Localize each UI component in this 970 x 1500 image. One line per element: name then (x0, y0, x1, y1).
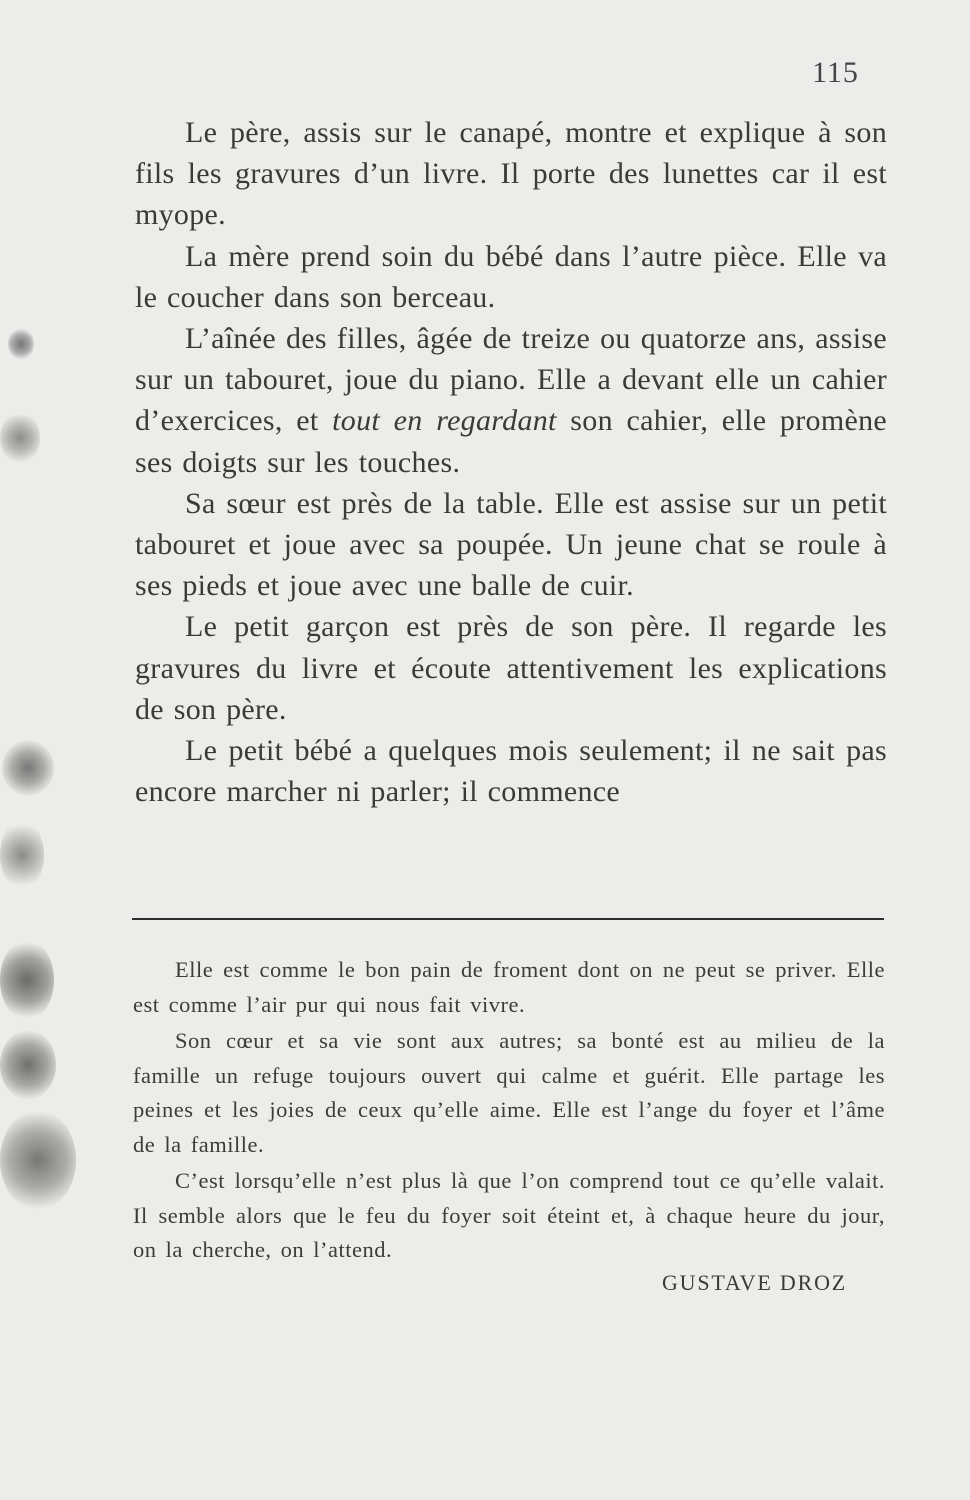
main-text (135, 112, 887, 812)
stain-mark (0, 412, 40, 464)
quote-paragraph: C’est lorsqu’elle n’est plus là que l’on comprend tout ce qu’elle valait. Il semble alors que le feu du foyer soit éteint et, à chaque heure du jour, on la cherche, on l’attend. (133, 1168, 885, 1262)
stain-mark (0, 1030, 56, 1100)
paragraph: Le père, assis sur le canapé, montre et explique à son fils les gravures d’un livre. Il porte des lunettes car il est myope. (135, 116, 887, 232)
stain-mark (0, 820, 44, 890)
stain-mark (8, 328, 34, 360)
quote-block (133, 953, 885, 1296)
paragraph-text: L’aînée des filles, âgée de treize ou quatorze ans, assise sur un tabouret, joue du piano. Elle a devant elle un cahier d’exercices, et (135, 322, 887, 438)
paragraph: Le petit garçon est près de son père. Il regarde les gravures du livre et écoute attentivement les explications de son père. (135, 610, 887, 726)
page-number: 115 (812, 56, 859, 89)
paragraph-with-italic (135, 318, 887, 483)
quote-author: GUSTAVE DROZ (661, 1269, 847, 1295)
italic-phrase: tout en regardant (332, 404, 557, 438)
paragraph-text: son cahier, elle promène ses doigts sur les touches. (135, 404, 887, 479)
margin-stains (0, 300, 80, 1250)
paragraph: Le petit bébé a quelques mois seulement; il ne sait pas encore marcher ni parler; il commence (135, 734, 887, 809)
stain-mark (2, 740, 54, 796)
paragraph: La mère prend soin du bébé dans l’autre pièce. Elle va le coucher dans son berceau. (135, 239, 887, 314)
stain-mark (0, 1110, 76, 1210)
stain-mark (0, 940, 54, 1020)
paragraph: Sa sœur est près de la table. Elle est assise sur un petit tabouret et joue avec sa poupée. Un jeune chat se roule à ses pieds et joue avec une balle de cuir. (135, 486, 887, 603)
separator-rule (132, 918, 884, 920)
quote-paragraph: Elle est comme le bon pain de froment dont on ne peut se priver. Elle est comme l’air pur qui nous fait vivre. (133, 957, 885, 1017)
quote-paragraph: Son cœur et sa vie sont aux autres; sa bonté est au milieu de la famille un refuge toujours ouvert qui calme et guérit. Elle partage les peines et les joies de ceux qu’elle aime. Elle est l’ange du foyer et l’âme de la famille. (133, 1028, 885, 1157)
